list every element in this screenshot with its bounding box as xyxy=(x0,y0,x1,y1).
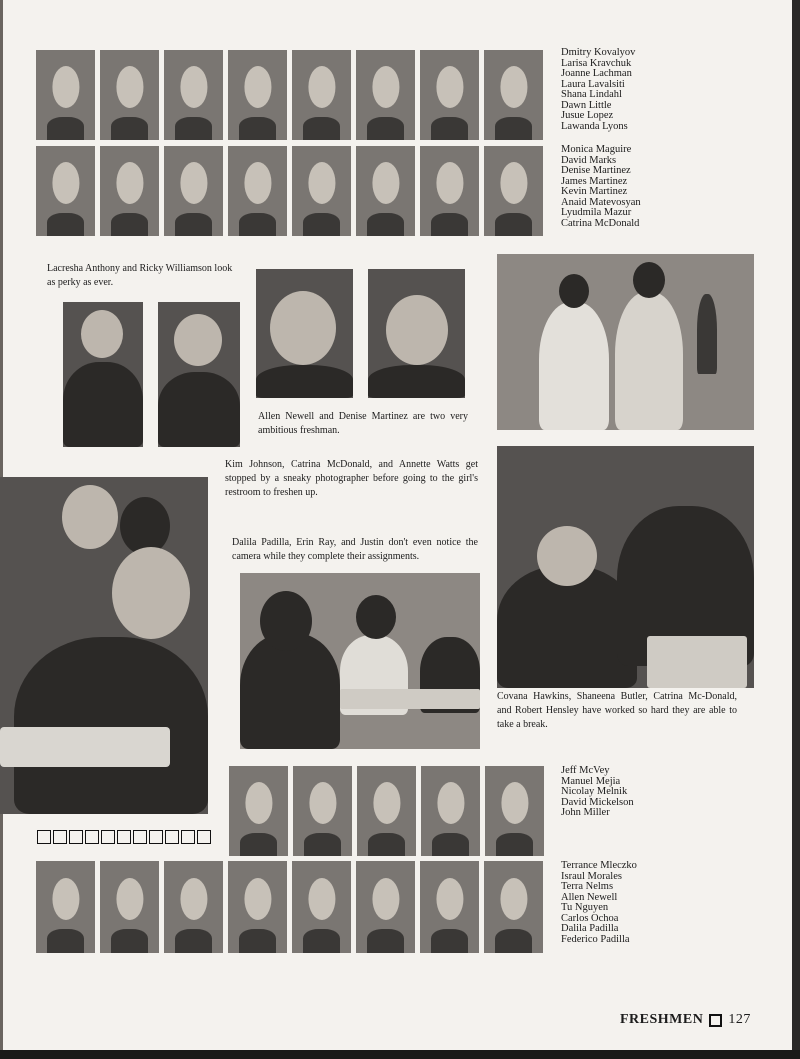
page-footer xyxy=(620,1012,751,1028)
student-name: Shana Lindahl xyxy=(561,89,622,100)
portrait xyxy=(292,146,351,236)
student-name: David Mickelson xyxy=(561,796,634,808)
portrait xyxy=(164,146,223,236)
student-name: Federico Padilla xyxy=(561,933,630,945)
portrait xyxy=(228,50,287,140)
student-name: James Martinez xyxy=(561,175,628,187)
square-icon xyxy=(69,830,83,844)
student-name: Lawanda Lyons xyxy=(561,120,628,132)
portrait xyxy=(357,766,416,856)
student-name: Tu Nguyen xyxy=(561,902,609,913)
student-name: Terrance Mleczko xyxy=(561,860,637,871)
portrait xyxy=(228,861,287,953)
student-name: Dalila Padilla xyxy=(561,923,619,934)
page-edge-right xyxy=(792,0,800,1059)
candid-photo-break xyxy=(497,446,754,688)
student-name: Lyudmila Mazur xyxy=(561,207,632,218)
caption-allen-denise: Allen Newell and Denise Martinez are two very ambitious freshman. xyxy=(258,411,468,436)
caption-dalila-erin-justin: Dalila Padilla, Erin Ray, and Justin don't even notice the camera while they complete their assignments. xyxy=(232,537,478,562)
portrait xyxy=(229,766,288,856)
candid-photo-assignments xyxy=(240,573,480,749)
portrait xyxy=(484,861,543,953)
square-icon xyxy=(165,830,179,844)
candid-photo-ricky xyxy=(158,302,240,447)
portrait xyxy=(100,146,159,236)
candid-photo-denise xyxy=(368,269,465,398)
candid-photo-hallway xyxy=(497,254,754,430)
student-name: Jusue Lopez xyxy=(561,110,614,121)
name-list-1 xyxy=(561,48,635,132)
decorative-box-row xyxy=(37,830,211,844)
portrait xyxy=(356,50,415,140)
portrait xyxy=(36,50,95,140)
square-icon xyxy=(133,830,147,844)
caption-kim-catrina-annette: Kim Johnson, Catrina McDonald, and Annette Watts get stopped by a sneaky photographer before going to the girl's restroom to freshen up. xyxy=(225,459,478,498)
student-name: Larisa Kravchuk xyxy=(561,57,632,69)
student-name: Joanne Lachman xyxy=(561,68,632,79)
square-icon xyxy=(197,830,211,844)
student-name: Laura Lavalsiti xyxy=(561,78,625,90)
portrait xyxy=(164,861,223,953)
portrait xyxy=(164,50,223,140)
square-icon xyxy=(53,830,67,844)
square-icon xyxy=(709,1014,722,1027)
student-name: Dawn Little xyxy=(561,99,612,111)
section-title: FRESHMEN xyxy=(620,1012,704,1027)
student-name: Jeff McVey xyxy=(561,765,610,776)
portrait xyxy=(36,146,95,236)
name-list-3 xyxy=(561,766,634,819)
portrait xyxy=(421,766,480,856)
student-name: Manuel Mejia xyxy=(561,775,621,787)
name-list-2 xyxy=(561,145,641,229)
portrait xyxy=(420,50,479,140)
square-icon xyxy=(85,830,99,844)
student-name: Anaid Matevosyan xyxy=(561,196,641,208)
portrait xyxy=(484,50,543,140)
portrait xyxy=(420,861,479,953)
square-icon xyxy=(101,830,115,844)
student-name: Nicolay Melnik xyxy=(561,786,628,797)
name-list-4 xyxy=(561,861,637,945)
portrait xyxy=(293,766,352,856)
square-icon xyxy=(181,830,195,844)
portrait xyxy=(485,766,544,856)
caption-lacresha-ricky: Lacresha Anthony and Ricky Williamson look as perky as ever. xyxy=(47,263,233,288)
portrait xyxy=(36,861,95,953)
portrait xyxy=(292,50,351,140)
square-icon xyxy=(117,830,131,844)
student-name: Kevin Martinez xyxy=(561,186,628,197)
portrait xyxy=(100,861,159,953)
portrait xyxy=(100,50,159,140)
student-name: Carlos Ochoa xyxy=(561,912,619,924)
student-name: Denise Martinez xyxy=(561,165,631,176)
page-number: 127 xyxy=(728,1012,751,1027)
square-icon xyxy=(149,830,163,844)
caption-covana-group: Covana Hawkins, Shaneena Butler, Catrina Mc-Donald, and Robert Hensley have worked so hard they are able to take a break. xyxy=(497,691,737,730)
student-name: David Marks xyxy=(561,154,617,166)
portrait xyxy=(484,146,543,236)
student-name: Terra Nelms xyxy=(561,881,614,892)
student-name: Dmitry Kovalyov xyxy=(561,47,636,58)
student-name: Allen Newell xyxy=(561,891,618,903)
candid-photo-lacresha xyxy=(63,302,143,447)
square-icon xyxy=(37,830,51,844)
student-name: Israul Morales xyxy=(561,870,622,882)
student-name: John Miller xyxy=(561,807,610,818)
candid-photo-allen xyxy=(256,269,353,398)
portrait xyxy=(356,861,415,953)
candid-photo-classroom-girl xyxy=(0,477,208,814)
page-edge-bottom xyxy=(0,1050,800,1059)
portrait xyxy=(420,146,479,236)
portrait xyxy=(356,146,415,236)
student-name: Catrina McDonald xyxy=(561,217,640,229)
portrait xyxy=(292,861,351,953)
student-name: Monica Maguire xyxy=(561,144,632,155)
portrait xyxy=(228,146,287,236)
